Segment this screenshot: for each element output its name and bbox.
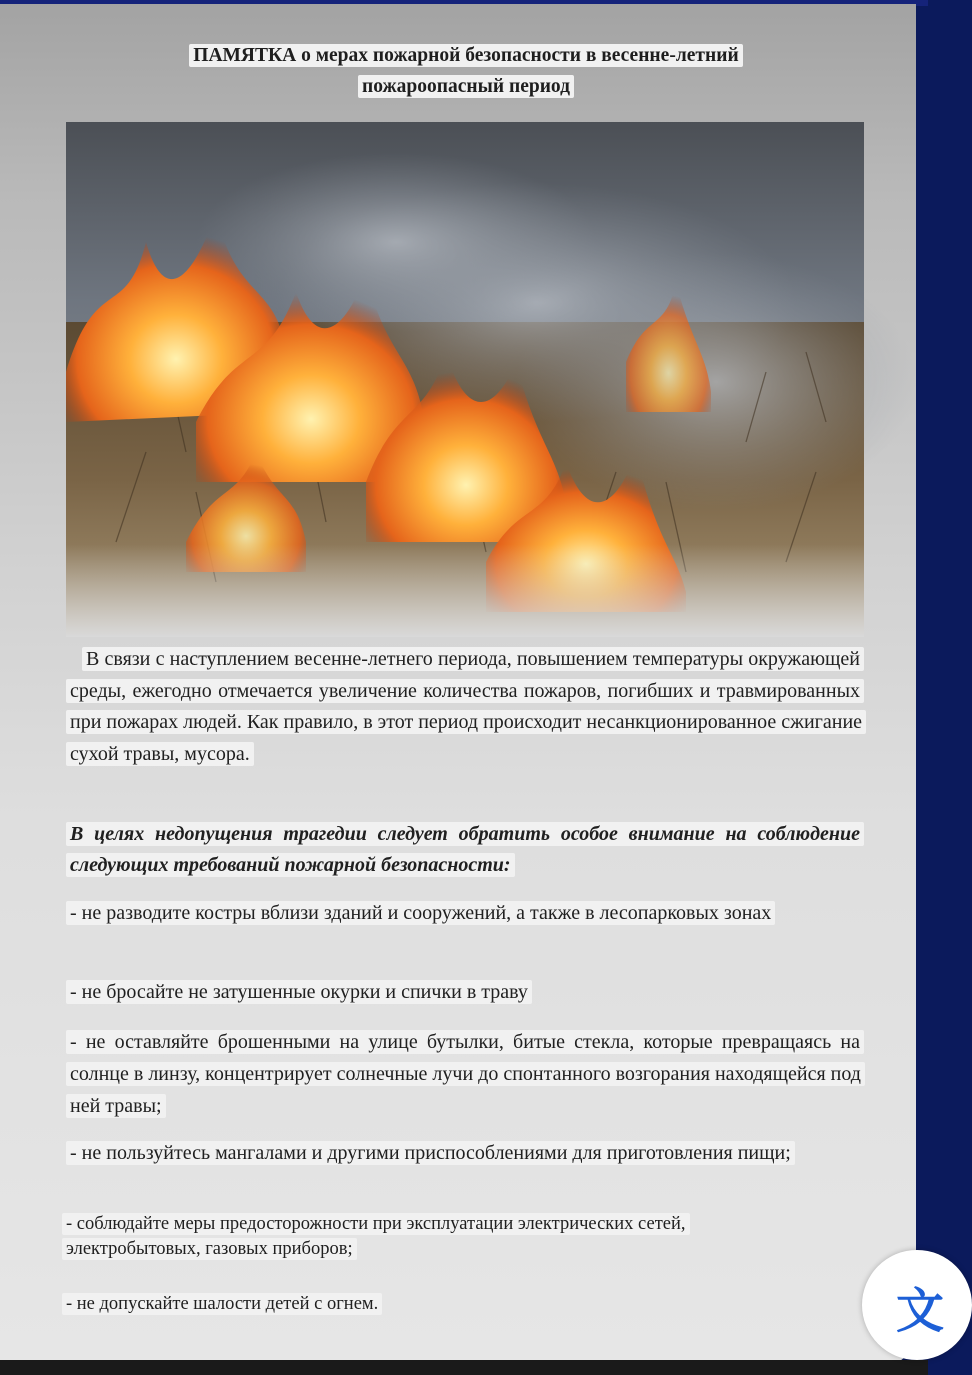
title-line-1: ПАМЯТКА о мерах пожарной безопасности в весенне-летний [189,44,742,67]
intro-text: В связи с наступлением весенне-летнего периода, повышением температуры окружающей среды, ежегодно отмечается увеличение количества пожаров, погибших и травмированных при пожарах людей. Как правило, в этот период происходит несанкционированное сжигание сухой травы, мусора. [66,647,866,766]
lead-paragraph [66,819,864,881]
bottom-bar [0,1360,928,1375]
rule-text: - соблюдайте меры предосторожности при эксплуатации электрических сетей, электробытовых, газовых приборов; [62,1213,690,1260]
rule-text: - не бросайте не затушенные окурки и спички в траву [66,980,532,1004]
rule-text: - не допускайте шалости детей с огнем. [62,1293,382,1315]
rule-text: - не разводите костры вблизи зданий и сооружений, а также в лесопарковых зонах [66,901,775,925]
memo-card [0,4,916,1366]
rule-item [66,1026,864,1122]
rule-item [62,1212,802,1262]
grass-fire-photo [66,122,864,637]
rule-text: - не оставляйте брошенными на улице бутылки, битые стекла, которые превращаясь на солнце в линзу, концентрирует солнечные лучи до спонтанного возгорания находящейся под ней травы; [66,1030,865,1118]
grass-fire-illustration [66,122,864,637]
lead-text: В целях недопущения трагедии следует обратить особое внимание на соблюдение следующих требований пожарной безопасности: [66,822,864,877]
rule-text: - не пользуйтесь мангалами и другими приспособлениями для приготовления пищи; [66,1141,795,1165]
page-title [60,40,872,102]
translate-button[interactable] [862,1250,972,1360]
translate-icon: 文 [896,1283,945,1339]
rule-item [66,977,864,1008]
intro-paragraph [66,644,864,770]
rule-item [66,1138,864,1169]
title-line-2: пожароопасный период [358,75,574,98]
rule-item [62,1291,860,1318]
rule-item [66,898,864,929]
